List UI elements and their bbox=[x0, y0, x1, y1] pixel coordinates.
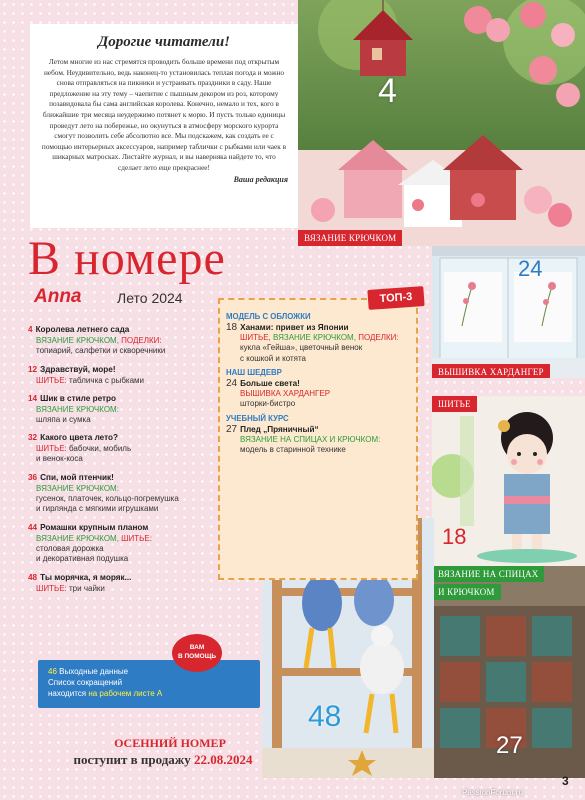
toc-item-header bbox=[28, 572, 218, 583]
toc-category bbox=[28, 583, 218, 594]
toc-title: Спи, мой птенчик! bbox=[40, 472, 114, 482]
window-image bbox=[432, 246, 585, 378]
toc-category-red: ШИТЬЕ: bbox=[36, 375, 67, 385]
caption-knitting-2: И КРЮЧКОМ bbox=[432, 584, 501, 600]
help-line-1: Выходные данные bbox=[59, 667, 129, 676]
toc-description: шляпа и сумка bbox=[36, 414, 91, 424]
next-issue-title: ОСЕННИЙ НОМЕР bbox=[114, 736, 226, 750]
letter-body: Летом многие из нас стремятся проводить больше времени под открытым небом. Неудивительно, ведь наконец-то установилась теплая погода и можно снова отправляться на пикники и устраивать праздники в саду. Наше предложение на эту тему – чаепитие с пышным декором из роз, которому позавидовала бы сама английская королева. Конечно, немало и тех, кого в ближайшие три месяца неудержимо потянет к морю. И пусть только единицы проведут лето на побережье, но окунуться в атмосферу морского курорта смогут позволить себе абсолютно все. Мы подскажем, как создать ее с помощью интерьерных аксессуаров, например таблички с рыбками или чаек в шикарных матросках. Листайте журнал, и вы наверняка найдете то, что сделает лето еще прекраснее! bbox=[41, 57, 287, 172]
toc-category bbox=[28, 443, 218, 454]
toc-category-red: ПОДЕЛКИ: bbox=[121, 336, 162, 345]
brand-logo: Anna bbox=[34, 286, 82, 307]
photo-page-number-doll: 18 bbox=[442, 524, 467, 549]
table-of-contents bbox=[28, 324, 218, 601]
photo-page-number-birds: 48 bbox=[308, 700, 342, 733]
help-badge-line-2: В ПОМОЩЬ bbox=[178, 653, 216, 660]
issue-season: Лето 2024 bbox=[117, 290, 183, 306]
toc-description: и декоративная подушка bbox=[36, 554, 129, 563]
toc-item bbox=[28, 324, 218, 357]
toc-description: гусенок, платочек, кольцо-погремушка bbox=[36, 493, 179, 503]
toc-item-header bbox=[28, 364, 218, 375]
feature-description: с кошкой и котята bbox=[240, 353, 306, 363]
photo-crochet-houses bbox=[298, 0, 585, 246]
next-issue-date-line bbox=[40, 752, 286, 768]
featured-box bbox=[218, 290, 418, 580]
toc-category-green: ВЯЗАНИЕ КРЮЧКОМ: bbox=[36, 404, 119, 414]
feature-header bbox=[226, 378, 410, 389]
feature-category bbox=[226, 435, 410, 445]
help-line-3-highlight: на рабочем листе А bbox=[88, 689, 163, 698]
feature-description: кукла «Гейша», цветочный венок bbox=[240, 343, 363, 352]
feature-description: модель в старинной технике bbox=[240, 444, 346, 454]
caption-sewing-doll: ШИТЬЕ bbox=[432, 396, 477, 412]
caption-hardanger: ВЫШИВКА ХАРДАНГЕР bbox=[432, 364, 550, 378]
section-heading: В номере bbox=[28, 232, 226, 285]
toc-title: Шик в стиле ретро bbox=[40, 393, 117, 403]
feature-page-number: 24 bbox=[226, 378, 238, 389]
toc-item-header bbox=[28, 522, 218, 533]
toc-title: Здравствуй, море! bbox=[40, 364, 116, 374]
toc-description-inline: три чайки bbox=[69, 583, 105, 593]
toc-description: и венок-коса bbox=[36, 454, 83, 463]
toc-description-inline: бабочки, мобиль bbox=[69, 444, 132, 453]
toc-description-inline: табличка с рыбками bbox=[69, 375, 145, 385]
page-number: 3 bbox=[562, 774, 569, 788]
toc-page-number: 12 bbox=[28, 364, 38, 374]
toc-title: Какого цвета лето? bbox=[40, 433, 119, 442]
toc-page-number: 4 bbox=[28, 325, 33, 334]
toc-description: и гирлянда с мягкими игрушками bbox=[36, 504, 159, 513]
feature-header bbox=[226, 322, 410, 333]
crochet-houses-image bbox=[298, 0, 585, 246]
toc-category bbox=[28, 404, 218, 415]
feature-label: УЧЕБНЫЙ КУРС bbox=[226, 413, 289, 423]
toc-page-number: 44 bbox=[28, 522, 38, 532]
toc-item bbox=[28, 432, 218, 465]
toc-item bbox=[28, 572, 218, 594]
feature-title: Больше света! bbox=[240, 379, 300, 388]
feature-category-red: ВЫШИВКА ХАРДАНГЕР bbox=[240, 389, 331, 398]
toc-item-header bbox=[28, 472, 218, 483]
toc-item bbox=[28, 522, 218, 565]
toc-category bbox=[28, 335, 218, 346]
toc-item-header bbox=[28, 432, 218, 443]
toc-page-number: 14 bbox=[28, 393, 38, 403]
photo-page-number-top: 4 bbox=[378, 72, 397, 110]
toc-category-red: ШИТЬЕ: bbox=[36, 583, 67, 593]
toc-item bbox=[28, 472, 218, 515]
photo-window-embroidery bbox=[432, 246, 585, 378]
watermark: PassionForum.ru bbox=[462, 788, 523, 797]
help-badge bbox=[172, 634, 222, 672]
toc-item bbox=[28, 364, 218, 386]
help-line-3-prefix: находится bbox=[48, 689, 87, 698]
featured-list bbox=[226, 312, 410, 455]
toc-page-number: 48 bbox=[28, 572, 38, 582]
feature-label: МОДЕЛЬ С ОБЛОЖКИ bbox=[226, 312, 311, 321]
feature-page-number: 27 bbox=[226, 423, 238, 435]
toc-category bbox=[28, 483, 218, 494]
feature-page-number: 18 bbox=[226, 322, 238, 333]
toc-category-green: ВЯЗАНИЕ КРЮЧКОМ, bbox=[36, 533, 119, 543]
toc-category-green: ВЯЗАНИЕ КРЮЧКОМ: bbox=[36, 483, 119, 493]
toc-title: Королева летнего сада bbox=[35, 325, 130, 334]
next-issue-prefix: поступит в продажу bbox=[73, 752, 191, 767]
toc-item bbox=[28, 393, 218, 426]
feature-category-red: ШИТЬЕ, bbox=[240, 333, 271, 342]
toc-category bbox=[28, 533, 218, 544]
photo-doll bbox=[432, 396, 585, 566]
feature-description: шторки-бистро bbox=[240, 399, 296, 408]
toc-category bbox=[28, 375, 218, 386]
feature-header bbox=[226, 424, 410, 435]
toc-item-header bbox=[28, 324, 218, 335]
toc-category-red: ШИТЬЕ: bbox=[121, 533, 152, 543]
toc-title: Ты морячка, я моряк... bbox=[40, 572, 132, 582]
caption-knitting-1: ВЯЗАНИЕ НА СПИЦАХ bbox=[432, 566, 544, 582]
toc-description: столовая дорожка bbox=[36, 543, 104, 553]
help-text bbox=[48, 666, 250, 699]
feature-label: НАШ ШЕДЕВР bbox=[226, 368, 282, 377]
help-page-number: 46 bbox=[48, 667, 57, 676]
help-badge-line-1: ВАМ bbox=[189, 644, 205, 651]
photo-page-number-window: 24 bbox=[518, 256, 543, 281]
toc-category-green: ВЯЗАНИЕ КРЮЧКОМ, bbox=[36, 336, 119, 345]
feature-category-red: ПОДЕЛКИ: bbox=[358, 333, 399, 342]
toc-description: топиарий, салфетки и скворечники bbox=[36, 346, 166, 355]
feature-category-green: ВЯЗАНИЕ КРЮЧКОМ, bbox=[273, 333, 356, 342]
feature-category bbox=[226, 389, 410, 399]
letter-title: Дорогие читатели! bbox=[97, 34, 231, 50]
toc-item-header bbox=[28, 393, 218, 404]
toc-category-red: ШИТЬЕ: bbox=[36, 444, 67, 453]
feature-title: Плед „Пряничный“ bbox=[240, 424, 319, 434]
letter-signature: Ваша редакция bbox=[233, 174, 288, 184]
editor-letter bbox=[30, 24, 298, 228]
toc-title: Ромашки крупным планом bbox=[40, 522, 149, 532]
feature-category-green: ВЯЗАНИЕ НА СПИЦАХ И КРЮЧКОМ: bbox=[240, 434, 381, 444]
feature-title: Ханами: привет из Японии bbox=[240, 323, 349, 332]
help-box bbox=[38, 660, 260, 708]
photo-blanket bbox=[432, 566, 585, 778]
caption-crochet: ВЯЗАНИЕ КРЮЧКОМ bbox=[298, 230, 402, 246]
toc-page-number: 32 bbox=[28, 433, 38, 442]
feature-category bbox=[226, 333, 410, 343]
photo-page-number-blanket: 27 bbox=[496, 732, 523, 759]
toc-page-number: 36 bbox=[28, 472, 38, 482]
next-issue-date: 22.08.2024 bbox=[193, 752, 253, 767]
top3-badge: ТОП-3 bbox=[367, 286, 424, 310]
help-line-2: Список сокращений bbox=[48, 678, 123, 687]
